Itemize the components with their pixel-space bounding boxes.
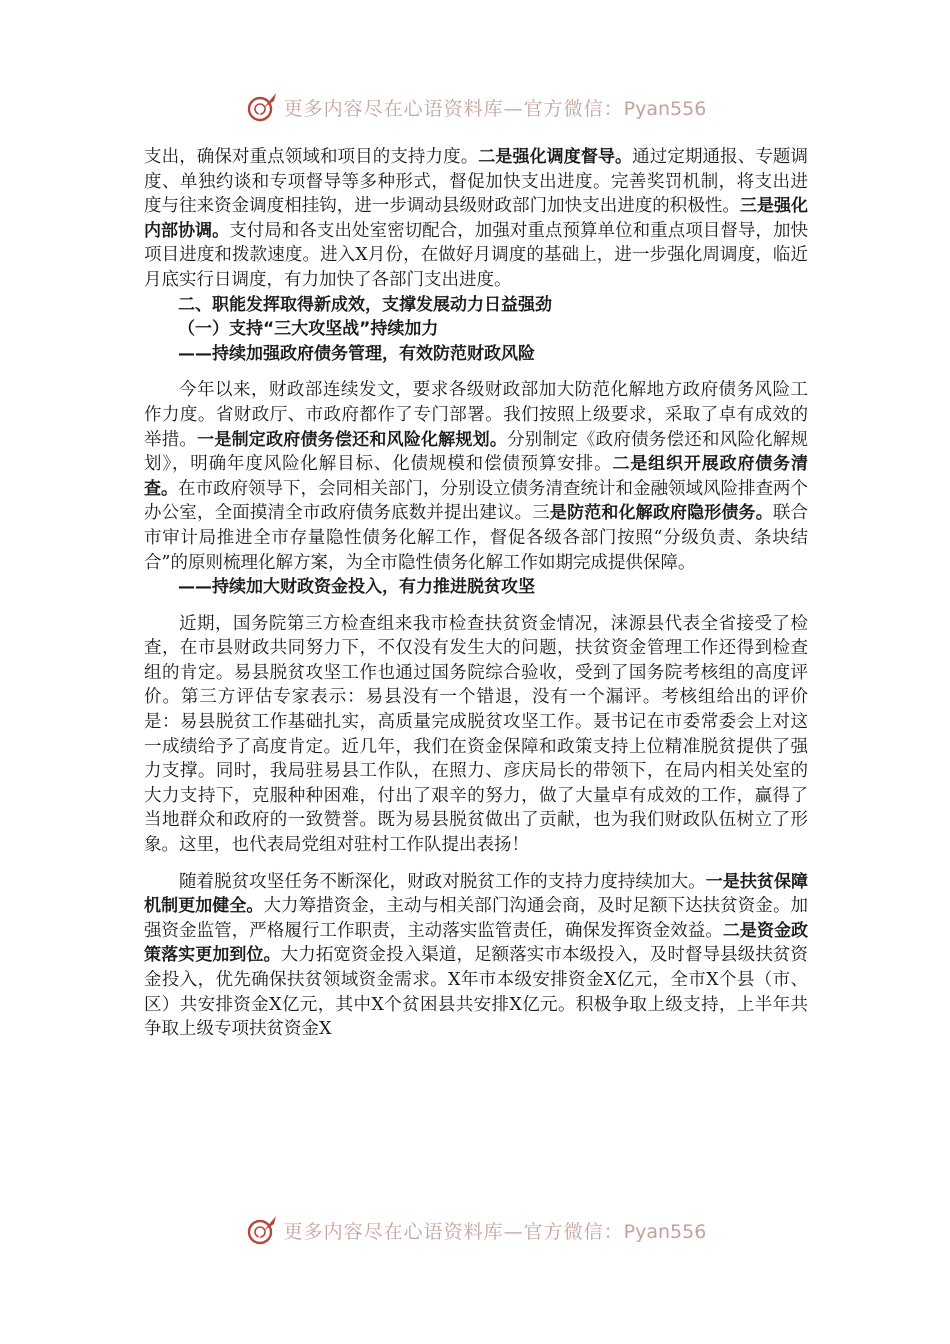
paragraph-2: 近期，国务院第三方检查组来我市检查扶贫资金情况，涞源县代表全省接受了检查，在市县财政共同努力下，不仅没有发生大的问题，扶贫资金管理工作还得到检查组的肯定。易县脱贫攻坚工作也通过国务院综合验收，受到了国务院考核组的高度评价。第三方评估专家表示：易县没有一个错退，没有一个漏评。考核组给出的评价是：易县脱贫工作基础扎实，高质量完成脱贫攻坚工作。聂书记在市委常委会上对这一成绩给予了高度肯定。近几年，我们在资金保障和政策支持上位精准脱贫提供了强力支撑。同时，我局驻易县工作队，在照力、彦庆局长的带领下，在局内相关处室的大力支持下，克服种种困难，付出了艰辛的努力，做了大量卓有成效的工作，赢得了当地群众和政府的一致赞誉。既为易县脱贫做出了贡献，也为我们财政队伍树立了形象。这里，也代表局党组对驻村工作队提出表扬！ (144, 613, 808, 856)
paragraph-1: 今年以来，财政部连续发文，要求各级财政部加大防范化解地方政府债务风险工作力度。省财政厅、市政府都作了专门部署。我们按照上级要求，采取了卓有成效的举措。一是制定政府债务偿还和风险化解规划。分别制定《政府债务偿还和风险化解规划》，明确年度风险化解目标、化债规模和偿债预算安排。二是组织开展政府债务清查。在市政府领导下，会同相关部门，分别设立债务清查统计和金融领域风险排查两个办公室，全面摸清全市政府债务底数并提出建议。三是防范和化解政府隐形债务。联合市审计局推进全市存量隐性债务化解工作，督促各级各部门按照“分级负责、条块结合”的原则梳理化解方案，为全市隐性债务化解工作如期完成提供保障。 (144, 380, 809, 573)
topic-heading-poverty: ——持续加大财政资金投入，有力推进脱贫攻坚 (178, 577, 535, 598)
topic-heading-debt: ——持续加强政府债务管理，有效防范财政风险 (178, 343, 535, 364)
quill-logo-icon (244, 1212, 280, 1248)
document-body (144, 145, 808, 1042)
footer-banner (0, 1210, 950, 1250)
quill-logo-icon (244, 89, 280, 125)
subsection-heading: （一）支持“三大攻坚战”持续加力 (178, 319, 439, 340)
banner-text: 更多内容尽在心语资料库—官方微信：Pyan556 (283, 97, 707, 120)
section-heading: 二、职能发挥取得新成效，支撑发展动力日益强劲 (178, 294, 552, 315)
header-banner (0, 87, 950, 127)
paragraph-3: 随着脱贫攻坚任务不断深化，财政对脱贫工作的支持力度持续加大。一是扶贫保障机制更加健全。大力筹措资金，主动与相关部门沟通会商，及时足额下达扶贫资金。加强资金监管，严格履行工作职责，主动落实监管责任，确保发挥资金效益。二是资金政策落实更加到位。大力拓宽资金投入渠道，足额落实市本级投入，及时督导县级扶贫资金投入，优先确保扶贫领域资金需求。X年市本级安排资金X亿元，全市X个县（市、区）共安排资金X亿元，其中X个贫困县共安排X亿元。积极争取上级支持，上半年共争取上级专项扶贫资金X (144, 871, 809, 1040)
banner-text: 更多内容尽在心语资料库—官方微信：Pyan556 (283, 1220, 707, 1243)
paragraph-0: 支出，确保对重点领域和项目的支持力度。二是强化调度督导。通过定期通报、专题调度、单独约谈和专项督导等多种形式，督促加快支出进度。完善奖罚机制，将支出进度与往来资金调度相挂钩，进一步调动县级财政部门加快支出进度的积极性。三是强化内部协调。支付局和各支出处室密切配合，加强对重点预算单位和重点项目督导，加快项目进度和拨款速度。进入X月份，在做好月调度的基础上，进一步强化周调度，临近月底实行日调度，有力加快了各部门支出进度。 (144, 147, 809, 290)
